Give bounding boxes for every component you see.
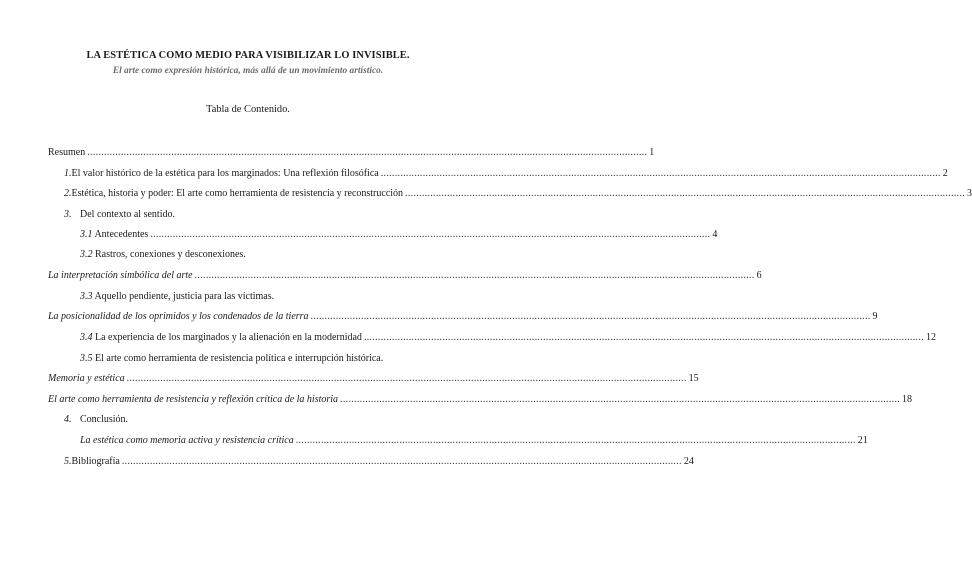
toc-entry-text: La posicionalidad de los oprimidos y los condenados de la tierra bbox=[48, 311, 309, 322]
toc-entry-posicionalidad[interactable] bbox=[48, 310, 878, 323]
toc-entry-text: Conclusión. bbox=[80, 414, 129, 425]
toc-page-number: 4 bbox=[712, 229, 718, 240]
toc-entry-2[interactable] bbox=[64, 187, 972, 200]
toc-page-number: 6 bbox=[756, 270, 762, 281]
toc-entry-number: 1. bbox=[64, 168, 72, 179]
toc-heading: Tabla de Contenido. bbox=[206, 104, 290, 115]
toc-entry-memoria-activa[interactable] bbox=[80, 434, 868, 447]
toc-entry-3-5[interactable] bbox=[80, 352, 445, 365]
toc-entry-text: Estética, historia y poder: El arte como herramienta de resistencia y reconstrucción bbox=[71, 188, 404, 199]
toc-entry-text: Resumen bbox=[48, 147, 86, 158]
toc-entry-3[interactable] bbox=[64, 208, 445, 221]
toc-leader-dots: ........................................................................................................................................................................................................ bbox=[150, 229, 711, 240]
toc-entry-number: 3.4 bbox=[80, 332, 93, 343]
toc-page-number: 9 bbox=[872, 311, 878, 322]
toc-leader-dots: ........................................................................................................................................................................................................ bbox=[121, 456, 682, 467]
toc-entry-arte-reflexion-critica[interactable] bbox=[48, 393, 913, 406]
toc-entry-text: Aquello pendiente, justicia para las víctimas. bbox=[94, 291, 275, 302]
toc-entry-text: La estética como memoria activa y resistencia crítica bbox=[80, 435, 294, 446]
toc-page-number: 18 bbox=[902, 394, 913, 405]
toc-leader-dots: ........................................................................................................................................................................................................ bbox=[340, 394, 901, 405]
toc-leader-dots: ........................................................................................................................................................................................................ bbox=[310, 311, 871, 322]
toc-page-number: 15 bbox=[688, 373, 699, 384]
toc-entry-3-2[interactable] bbox=[80, 248, 445, 261]
toc-entry-3-1[interactable] bbox=[80, 228, 718, 241]
toc-leader-dots: ........................................................................................................................................................................................................ bbox=[405, 188, 966, 199]
toc-leader-dots: ........................................................................................................................................................................................................ bbox=[363, 332, 924, 343]
toc-entry-text: Rastros, conexiones y desconexiones. bbox=[95, 249, 246, 260]
toc-leader-dots: ........................................................................................................................................................................................................ bbox=[380, 168, 941, 179]
toc-entry-1[interactable] bbox=[64, 167, 948, 180]
toc-entry-text: El arte como herramienta de resistencia y reflexión crítica de la historia bbox=[48, 394, 339, 405]
toc-entry-number: 3.3 bbox=[80, 291, 93, 302]
toc-page-number: 2 bbox=[942, 168, 948, 179]
document-subtitle: El arte como expresión histórica, más allá de un movimiento artístico. bbox=[112, 66, 384, 76]
toc-leader-dots: ........................................................................................................................................................................................................ bbox=[295, 435, 856, 446]
toc-entry-number: 3.2 bbox=[80, 249, 93, 260]
toc-leader-dots: ........................................................................................................................................................................................................ bbox=[194, 270, 755, 281]
document-title: LA ESTÉTICA COMO MEDIO PARA VISIBILIZAR LO INVISIBLE. bbox=[86, 50, 410, 61]
toc-page-number: 21 bbox=[857, 435, 868, 446]
toc-entry-number: 5. bbox=[64, 456, 72, 467]
toc-leader-dots: ........................................................................................................................................................................................................ bbox=[87, 147, 648, 158]
toc-entry-number: 3.1 bbox=[80, 229, 93, 240]
toc-entry-text: Memoria y estética bbox=[48, 373, 125, 384]
toc-entry-number: 3.5 bbox=[80, 353, 93, 364]
toc-entry-text: Bibliografía bbox=[71, 456, 120, 467]
toc-entry-text: La interpretación simbólica del arte bbox=[48, 270, 193, 281]
toc-entry-text: El arte como herramienta de resistencia política e interrupción histórica. bbox=[95, 353, 384, 364]
toc-page-number: 1 bbox=[649, 147, 655, 158]
toc-page-number: 3 bbox=[967, 188, 972, 199]
toc-entry-number: 3. bbox=[64, 209, 72, 220]
toc-page-number: 24 bbox=[683, 456, 694, 467]
toc-leader-dots: ........................................................................................................................................................................................................ bbox=[126, 373, 687, 384]
toc-entry-text: La experiencia de los marginados y la alienación en la modernidad bbox=[95, 332, 362, 343]
toc-entry-text: Del contexto al sentido. bbox=[80, 209, 175, 220]
toc-entry-4[interactable] bbox=[64, 413, 445, 426]
toc-entry-number: 2. bbox=[64, 188, 72, 199]
toc-entry-5[interactable] bbox=[64, 455, 694, 468]
toc-entry-resumen[interactable] bbox=[48, 146, 655, 159]
toc-entry-memoria-estetica[interactable] bbox=[48, 372, 699, 385]
toc-entry-3-3[interactable] bbox=[80, 290, 445, 303]
toc-entry-number: 4. bbox=[64, 414, 72, 425]
toc-entry-text: Antecedentes bbox=[94, 229, 149, 240]
toc-entry-3-4[interactable] bbox=[80, 331, 936, 344]
toc-entry-interpretacion-simbolica[interactable] bbox=[48, 269, 762, 282]
toc-entry-text: El valor histórico de la estética para los marginados: Una reflexión filosófica bbox=[71, 168, 379, 179]
toc-page-number: 12 bbox=[925, 332, 936, 343]
